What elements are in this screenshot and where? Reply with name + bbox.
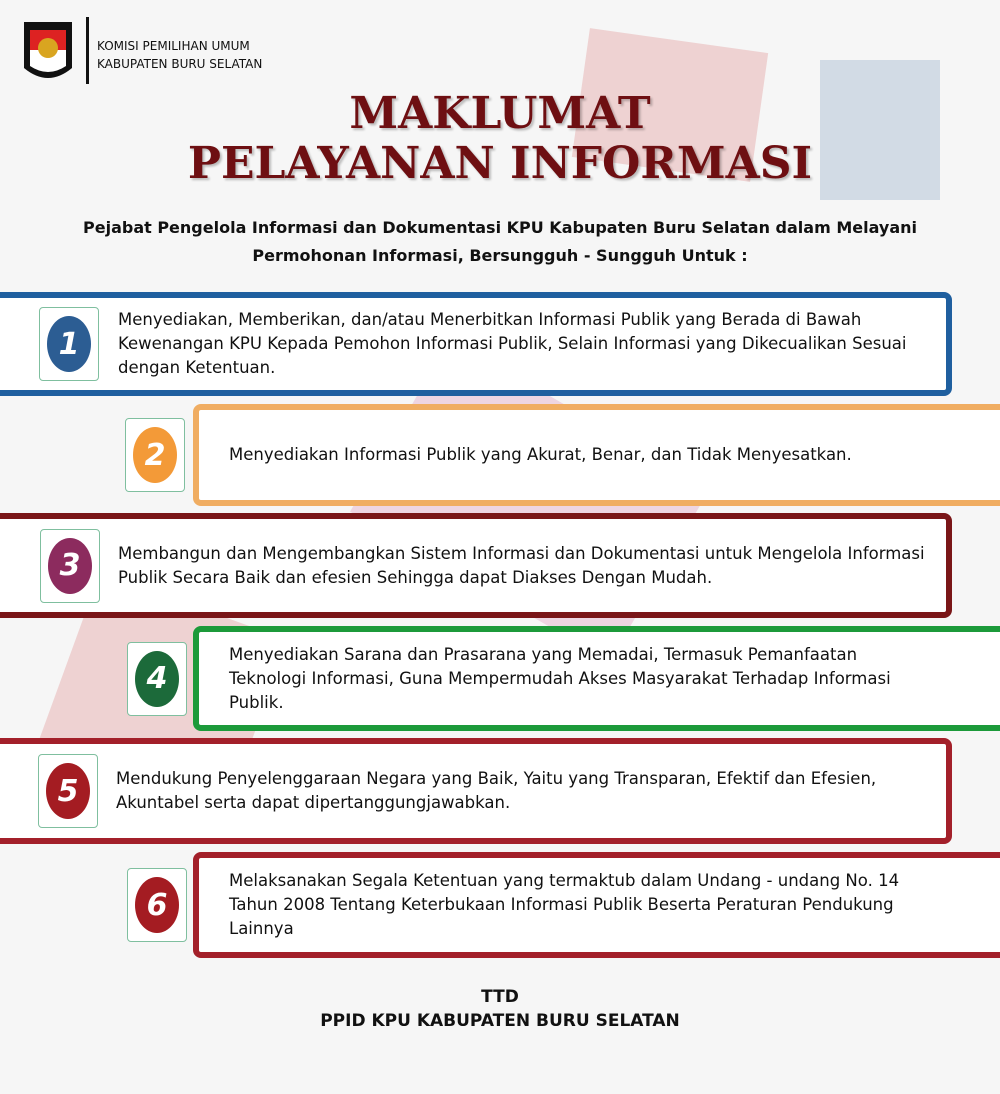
number-icon: 5 xyxy=(46,763,90,819)
number-icon: 6 xyxy=(135,877,179,933)
intro-line1: Pejabat Pengelola Informasi dan Dokumentasi KPU Kabupaten Buru Selatan dalam Melayani xyxy=(83,218,917,237)
item-text: Menyediakan, Memberikan, dan/atau Menerbitkan Informasi Publik yang Berada di Bawah Kewenangan KPU Kepada Pemohon Informasi Publik, Selain Informasi yang Dikecualikan Sesuai dengan Ketentuan. xyxy=(118,310,907,377)
header-divider xyxy=(86,17,89,84)
number-icon: 2 xyxy=(133,427,177,483)
intro-line2: Permohonan Informasi, Bersungguh - Sungguh Untuk : xyxy=(252,246,748,265)
item-box-6 xyxy=(193,852,1000,958)
title-line1: MAKLUMAT xyxy=(349,88,651,139)
item-text: Menyediakan Informasi Publik yang Akurat, Benar, dan Tidak Menyesatkan. xyxy=(229,445,852,464)
item-box-4 xyxy=(193,626,1000,731)
title-line2: PELAYANAN INFORMASI xyxy=(187,138,813,189)
item-box-1 xyxy=(0,292,952,396)
item-text: Membangun dan Mengembangkan Sistem Informasi dan Dokumentasi untuk Mengelola Informasi Publik Secara Baik dan efesien Sehingga dapat Diakses Dengan Mudah. xyxy=(118,543,925,587)
item-text: Menyediakan Sarana dan Prasarana yang Memadai, Termasuk Pemanfaatan Teknologi Informasi, Guna Mempermudah Akses Masyarakat Terhadap Informasi Publik. xyxy=(229,644,891,712)
signature-line1: TTD xyxy=(481,987,519,1007)
number-icon: 3 xyxy=(48,538,92,594)
item-box-3 xyxy=(0,513,952,618)
number-badge-5 xyxy=(38,754,98,828)
org-name xyxy=(97,37,262,73)
signature-line2: PPID KPU KABUPATEN BURU SELATAN xyxy=(320,1011,680,1031)
number-icon: 1 xyxy=(47,316,91,372)
item-text: Melaksanakan Segala Ketentuan yang termaktub dalam Undang - undang No. 14 Tahun 2008 Tentang Keterbukaan Informasi Publik Beserta Peraturan Pendukung Lainnya xyxy=(229,871,900,938)
signature xyxy=(0,985,1000,1033)
kpu-logo xyxy=(20,18,76,82)
number-badge-3 xyxy=(40,529,100,603)
intro-text xyxy=(60,214,940,270)
number-badge-2 xyxy=(125,418,185,492)
item-box-5 xyxy=(0,738,952,844)
number-badge-6 xyxy=(127,868,187,942)
number-badge-1 xyxy=(39,307,99,381)
item-text: Mendukung Penyelenggaraan Negara yang Baik, Yaitu yang Transparan, Efektif dan Efesien, Akuntabel serta dapat dipertanggungjawabkan. xyxy=(116,769,877,812)
item-box-2 xyxy=(193,404,1000,506)
org-line2: KABUPATEN BURU SELATAN xyxy=(97,57,263,71)
number-icon: 4 xyxy=(135,651,179,707)
org-line1: KOMISI PEMILIHAN UMUM xyxy=(97,39,250,53)
number-badge-4 xyxy=(127,642,187,716)
